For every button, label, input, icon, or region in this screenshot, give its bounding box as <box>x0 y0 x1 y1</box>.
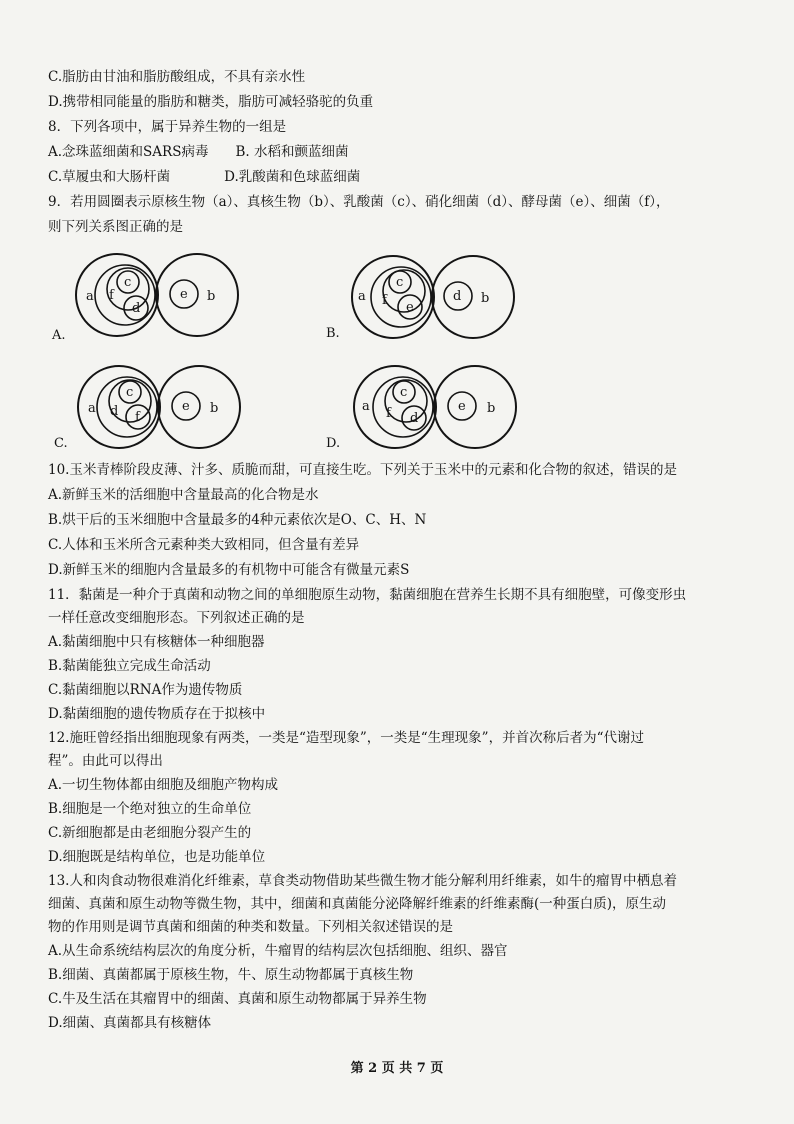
option-c-label: C. <box>54 436 68 451</box>
q11-option-d: D.黏菌细胞的遗传物质存在于拟核中 <box>48 706 266 722</box>
circle-inner <box>383 270 425 312</box>
label-a: a <box>86 289 94 304</box>
q13-stem-cont1: 细菌、真菌和原生动物等微生物，其中，细菌和真菌能分泌降解纤维素的纤维素酶(一种蛋白质)，原生动 <box>48 896 667 912</box>
q8-stem: 8．下列各项中，属于异养生物的一组是 <box>48 119 287 135</box>
q12-option-a: A.一切生物体都由细胞及细胞产物构成 <box>48 777 279 793</box>
label-d: d <box>410 411 419 426</box>
page-footer: 第 2 页 共 7 页 <box>350 1061 444 1076</box>
q12-option-c: C.新细胞都是由老细胞分裂产生的 <box>48 825 252 841</box>
q8-options-ab: A.念珠蓝细菌和SARS病毒 B. 水稻和颤蓝细菌 <box>48 144 349 160</box>
label-f: f <box>135 410 140 425</box>
q13-option-d: D.细菌、真菌都具有核糖体 <box>48 1015 212 1031</box>
diagram-a <box>72 250 242 344</box>
q12-option-d: D.细胞既是结构单位，也是功能单位 <box>48 849 266 865</box>
label-d: d <box>110 404 119 419</box>
q13-option-a: A.从生命系统结构层次的角度分析，牛瘤胃的结构层次包括细胞、组织、器官 <box>48 943 508 959</box>
q12-stem-cont: 程”。由此可以得出 <box>48 753 163 769</box>
label-c: c <box>396 275 404 290</box>
q10-stem: 10.玉米青棒阶段皮薄、汁多、质脆而甜，可直接生吃。下列关于玉米中的元素和化合物的叙述，错误的是 <box>48 462 677 478</box>
option-a-label: A. <box>52 328 66 343</box>
label-a: a <box>358 289 366 304</box>
q11-option-a: A.黏菌细胞中只有核糖体一种细胞器 <box>48 634 265 650</box>
diagram-b <box>348 252 518 346</box>
option-b-label: B. <box>326 326 340 341</box>
q10-option-a: A.新鲜玉米的活细胞中含量最高的化合物是水 <box>48 487 319 503</box>
q12-stem: 12.施旺曾经指出细胞现象有两类，一类是“造型现象”，一类是“生理现象”，并首次称后者为“代谢过 <box>48 730 644 746</box>
label-e: e <box>182 399 190 414</box>
q7-option-d: D.携带相同能量的脂肪和糖类，脂肪可减轻骆驼的负重 <box>48 94 374 110</box>
label-c: c <box>126 385 134 400</box>
q13-option-b: B.细菌、真菌都属于原核生物，牛、原生动物都属于真核生物 <box>48 967 414 983</box>
label-c: c <box>400 385 408 400</box>
label-d: d <box>132 301 141 316</box>
label-e: e <box>458 399 466 414</box>
circle-outer-right <box>434 366 516 448</box>
label-d: d <box>453 289 462 304</box>
q10-option-b: B.烘干后的玉米细胞中含量最多的4种元素依次是O、C、H、N <box>48 512 427 528</box>
label-c: c <box>124 275 132 290</box>
q8-options-cd: C.草履虫和大肠杆菌 D.乳酸菌和色球蓝细菌 <box>48 169 361 185</box>
q13-option-c: C.牛及生活在其瘤胃中的细菌、真菌和原生动物都属于异养生物 <box>48 991 427 1007</box>
label-b: b <box>210 401 219 416</box>
q11-stem: 11．黏菌是一种介于真菌和动物之间的单细胞原生动物，黏菌细胞在营养生长期不具有细胞壁，可像变形虫 <box>48 587 687 603</box>
circle-mid <box>95 265 155 325</box>
label-b: b <box>487 401 496 416</box>
label-f: f <box>382 293 387 308</box>
q9-stem: 9．若用圆圈表示原核生物（a）、真核生物（b）、乳酸菌（c）、硝化细菌（d）、酵母菌（e）、细菌（f）， <box>48 194 670 210</box>
q10-option-c: C.人体和玉米所含元素种类大致相同，但含量有差异 <box>48 537 360 553</box>
label-a: a <box>362 399 370 414</box>
label-e: e <box>180 287 188 302</box>
label-e: e <box>406 300 414 315</box>
diagram-d <box>350 362 520 456</box>
circle-outer-right <box>156 254 238 336</box>
label-a: a <box>88 401 96 416</box>
q9-stem-cont: 则下列关系图正确的是 <box>48 219 183 235</box>
label-b: b <box>207 289 216 304</box>
q12-option-b: B.细胞是一个绝对独立的生命单位 <box>48 801 252 817</box>
q11-option-b: B.黏菌能独立完成生命活动 <box>48 658 211 674</box>
q11-option-c: C.黏菌细胞以RNA作为遗传物质 <box>48 682 243 698</box>
q13-stem-cont2: 物的作用则是调节真菌和细菌的种类和数量。下列相关叙述错误的是 <box>48 919 453 935</box>
circle-outer-right <box>158 366 240 448</box>
q11-stem-cont: 一样任意改变细胞形态。下列叙述正确的是 <box>48 610 305 626</box>
option-d-label: D. <box>326 436 341 451</box>
q13-stem: 13.人和肉食动物很难消化纤维素，草食类动物借助某些微生物才能分解利用纤维素，如牛的瘤胃中栖息着 <box>48 873 677 889</box>
q7-option-c: C.脂肪由甘油和脂肪酸组成，不具有亲水性 <box>48 69 306 85</box>
diagram-c <box>74 362 244 456</box>
label-b: b <box>481 291 490 306</box>
label-f: f <box>109 288 114 303</box>
label-f: f <box>386 406 391 421</box>
q10-option-d: D.新鲜玉米的细胞内含量最多的有机物中可能含有微量元素S <box>48 562 410 578</box>
